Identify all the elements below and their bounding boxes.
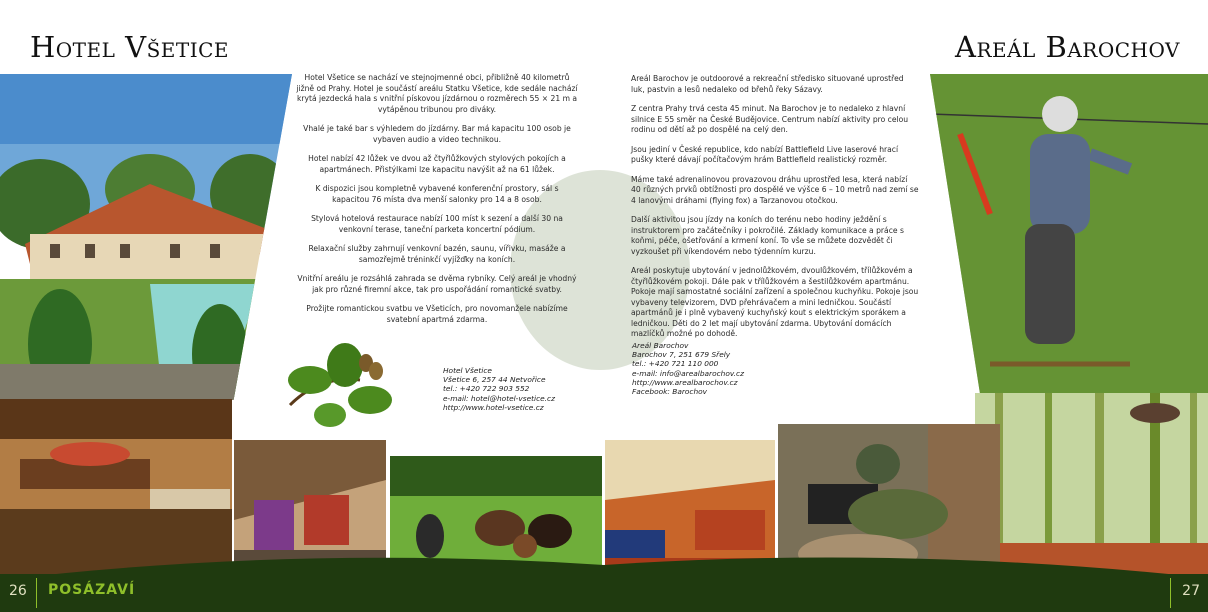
contact-phone[interactable]: tel.: +420 722 903 552 (443, 384, 530, 394)
contact-address: Barochov 7, 251 679 Sřely (632, 350, 731, 360)
page-title-areal: Areál Barochov (955, 30, 1180, 64)
page-number-left: 26 (9, 583, 27, 599)
hotel-paragraph: K dispozici jsou kompletně vybavené konferenční prostory, sál s kapacitou 76 místa dva menší salonky pro 14 a 8 osob. (315, 184, 559, 204)
hotel-contact (443, 366, 593, 412)
areal-paragraph: Z centra Prahy trvá cesta 45 minut. Na Barochov je to nedaleko z hlavní silnice E 55 směr na České Budějovice. Centrum nabízí aktivity pro celou rodinu od dětí až po dospělé na celý den. (631, 104, 909, 134)
hotel-paragraph: Stylová hotelová restaurace nabízí 100 míst k sezení a další 30 na venkovní terase, taneční parketa koncertní pódium. (311, 214, 563, 234)
contact-name: Areál Barochov (632, 341, 689, 350)
areal-paragraph: Areál Barochov je outdoorové a rekreační středisko situované uprostřed luk, pastvin a lesů nedaleko od břehů řeky Sázavy. (631, 74, 904, 94)
areal-paragraph: Další aktivitou jsou jízdy na koních do terénu nebo hodiny ježdění s instruktorem pro začátečníky i pokročilé. Základy komunikace a práce s koňmi, péče, ošetřování a krmení koní. To vše se můžete dozvědět či vyzkoušet při víkendovém nebo týdenním kurzu. (631, 215, 904, 256)
contact-name: Hotel Všetice (443, 366, 492, 375)
contact-address: Všetice 6, 257 44 Netvořice (443, 375, 546, 385)
contact-email[interactable]: e-mail: info@arealbarochov.cz (632, 368, 744, 378)
contact-phone[interactable]: tel.: +420 721 110 000 (632, 359, 719, 369)
areal-description (631, 74, 919, 349)
footer-separator-right (1170, 578, 1171, 608)
contact-facebook[interactable]: Facebook: Barochov (632, 387, 708, 397)
hotel-paragraph: Prožijte romantickou svatbu ve Všeticích, pro novomanžele nabízíme svatební apartmá zdarma. (306, 304, 568, 324)
footer-bar (0, 574, 1208, 612)
contact-website[interactable]: http://www.hotel-vsetice.cz (443, 402, 544, 412)
hotel-building-photo (0, 74, 292, 400)
hotel-description (296, 73, 578, 334)
hotel-paragraph: Hotel nabízí 42 lůžek ve dvou až čtyřlůžkových stylových pokojích a apartmánech. Přistýlkami lze kapacitu navýšit až na 61 lůžek. (308, 154, 566, 174)
hotel-paragraph: Vnitřní areálu je rozsáhlá zahrada se dvěma rybníky. Celý areál je vhodný jak pro různé firemní akce, tak pro uspořádání romantické svatby. (297, 274, 577, 294)
hotel-paragraph: Vhalé je také bar s výhledem do jízdárny. Bar má kapacitu 100 osob je vybaven audio a video technikou. (303, 124, 571, 144)
footer-separator-left (36, 578, 37, 608)
contact-website[interactable]: http://www.arealbarochov.cz (632, 377, 738, 387)
areal-contact (632, 341, 782, 396)
areal-paragraph: Jsou jediní v České republice, kdo nabízí Battlefield Live laserové hrací pušky které dávají počítačovým hrám Battlefield realistický rozměr. (631, 144, 899, 164)
oak-leaves-illustration (270, 335, 410, 435)
areal-paragraph: Máme také adrenalinovou provazovou dráhu uprostřed lesa, která nabízí 40 různých prvků obtížnosti pro dospělé ve výšce 6 – 10 metrů nad zemí se 4 lanovými dráhami (flying fox) a Tarzanovou otočkou. (631, 174, 919, 205)
page-number-right: 27 (1182, 583, 1200, 599)
contact-email[interactable]: e-mail: hotel@hotel-vsetice.cz (443, 393, 555, 403)
rope-course-photo (930, 74, 1208, 394)
region-label: POSÁZAVÍ (48, 582, 136, 598)
page-title-hotel: Hotel Všetice (30, 30, 230, 64)
hotel-paragraph: Hotel Všetice se nachází ve stejnojmenné obci, přibližně 40 kilometrů jižně od Prahy. Hotel je součástí areálu Statku Všetice, kde sedále nachází krytá jezdecká hala s vnitřní pískovou jízdárnou o rozměrech 55 × 21 m a vytápěnou tribunou pro diváky. (296, 73, 578, 114)
areal-paragraph: Areál poskytuje ubytování v jednolůžkovém, dvoulůžkovém, třílůžkovém a čtyřlůžkovém pokoji. Dále pak v třílůžkovém a šestilůžkovém apartmánu. Pokoje mají samostatné sociální zařízení a společnou kuchyňku. Pokoje jsou vybaveny televizorem, DVD přehrávačem a mini ledničkou. Součástí apartmánů je i plně vybavený kuchyňský kout s elektrickým sporákem a ledničkou. Děti do 2 let mají ubytování zdarma. Ubytování domácích mazlíčků možné po dohodě. (631, 266, 919, 338)
hotel-paragraph: Relaxační služby zahrnují venkovní bazén, saunu, vířivku, masáže a samozřejmě tréninkčí vyjížďky na koních. (308, 244, 566, 264)
